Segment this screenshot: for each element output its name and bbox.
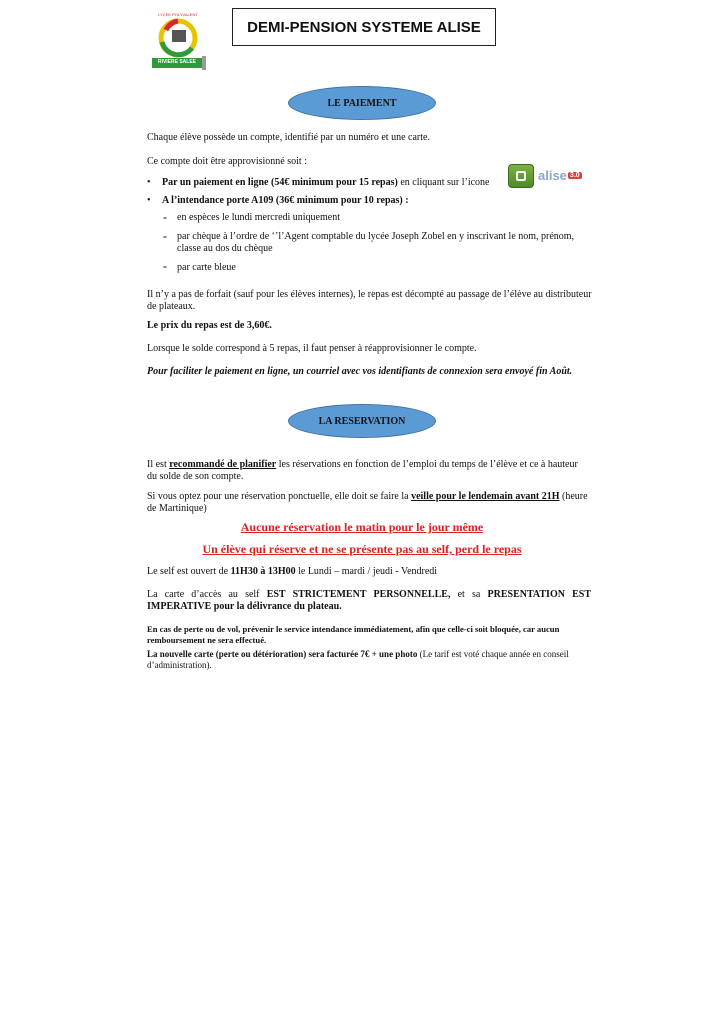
loss-notice-line2: remboursement ne sera effectué. [147, 635, 267, 645]
r1-c: les réservations en fonction de l’emploi du temps de l’élève et ce à hauteur [276, 459, 578, 470]
paiement-p1: Chaque élève possède un compte, identifié par un numéro et une carte. [147, 132, 430, 143]
reservation-r2-line2: de Martinique) [147, 503, 207, 514]
paiement-p3-line1: Il n’y a pas de forfait (sauf pour les élèves internes), le repas est décompté au passage de l’élève au distributeur [147, 289, 592, 300]
paiement-p2: Ce compte doit être approvisionné soit : [147, 156, 307, 167]
red-warning-2: Un élève qui réserve et ne se présente pas au self, perd le repas [202, 542, 522, 556]
r6-b: (Le tarif est voté chaque année en conseil [417, 649, 569, 659]
logo-text-top: LYCEE POLYVALENT [158, 12, 198, 17]
sub-item-cheque-line1: par chèque à l’ordre de ‘’l’Agent comptable du lycée Joseph Zobel en y inscrivant le nom, prénom, [177, 231, 575, 242]
dash-marker-3: - [163, 259, 167, 273]
new-card-line2: d’administration). [147, 660, 212, 670]
bullet-2-text: A l’intendance porte A109 (36€ minimum pour 10 repas) : [162, 195, 409, 206]
loss-notice-line1: En cas de perte ou de vol, prévenir le service intendance immédiatement, afin que celle-ci soit bloquée, car aucun [147, 624, 560, 634]
section-heading-paiement: LE PAIEMENT [288, 86, 436, 120]
section-heading-reservation: LA RESERVATION [288, 404, 436, 438]
r4-b: EST STRICTEMENT PERSONNELLE, [266, 589, 451, 600]
r1-b: recommandé de planifier [169, 459, 277, 470]
paiement-p6: Pour faciliter le paiement en ligne, un courriel avec vos identifiants de connexion sera envoyé fin Août. [147, 366, 573, 377]
alise-logo[interactable] [538, 166, 590, 184]
meal-price: Le prix du repas est de 3,60€. [147, 320, 272, 331]
home-icon [516, 171, 526, 181]
bullet-2-marker: • [147, 195, 151, 206]
sub-item-especes: en espèces le lundi mercredi uniquement [177, 212, 340, 223]
r4-d: PRESENTATION EST [487, 589, 592, 600]
bullet-1-rest: en cliquant sur l’icone [397, 177, 490, 188]
school-logo [148, 12, 208, 72]
sub-item-cheque-line2: classe au dos du chèque [177, 243, 273, 254]
r4-c: et sa [450, 589, 488, 600]
page-title: DEMI-PENSION SYSTEME ALISE [232, 8, 496, 46]
logo-text-bottom: RIVIERE SALEE [157, 59, 197, 65]
online-payment-app-icon[interactable] [508, 164, 534, 188]
r1-a: Il est [147, 459, 170, 470]
dash-marker-2: - [163, 229, 167, 243]
red-warning-1: Aucune réservation le matin pour le jour même [240, 520, 484, 534]
paiement-p3-line2: de plateaux. [147, 301, 196, 312]
alise-logo-tag: 3.0 [569, 171, 580, 179]
r2-c: (heure [559, 491, 588, 502]
paiement-p5: Lorsque le solde correspond à 5 repas, il faut penser à réapprovisionner le compte. [147, 343, 477, 354]
card-personal-line1 [147, 589, 591, 601]
self-hours [147, 566, 437, 578]
reservation-r1-line2: du solde de son compte. [147, 471, 244, 482]
sub-item-carte: par carte bleue [177, 262, 236, 273]
reservation-r2-line1 [147, 491, 588, 503]
alise-logo-text: alise [538, 167, 567, 183]
r2-a: Si vous optez pour une réservation ponctuelle, elle doit se faire la [147, 491, 412, 502]
bullet-1-marker: • [147, 177, 151, 188]
new-card-line1 [147, 649, 569, 660]
r3-a: Le self est ouvert de [147, 566, 231, 577]
r3-b: 11H30 à 13H00 [230, 566, 296, 577]
r4-a: La carte d’accès au self [147, 589, 267, 600]
r2-b: veille pour le lendemain avant 21H [411, 491, 560, 502]
card-personal-line2: IMPERATIVE pour la délivrance du plateau. [147, 601, 342, 612]
dash-marker-1: - [163, 210, 167, 224]
reservation-r1-line1 [147, 459, 578, 471]
r6-a: La nouvelle carte (perte ou détérioration) sera facturée 7€ + une photo [147, 649, 418, 659]
bullet-1-text [162, 177, 490, 189]
bullet-1-bold: Par un paiement en ligne (54€ minimum pour 15 repas) [162, 177, 398, 188]
r3-c: le Lundi – mardi / jeudi - Vendredi [295, 566, 438, 577]
